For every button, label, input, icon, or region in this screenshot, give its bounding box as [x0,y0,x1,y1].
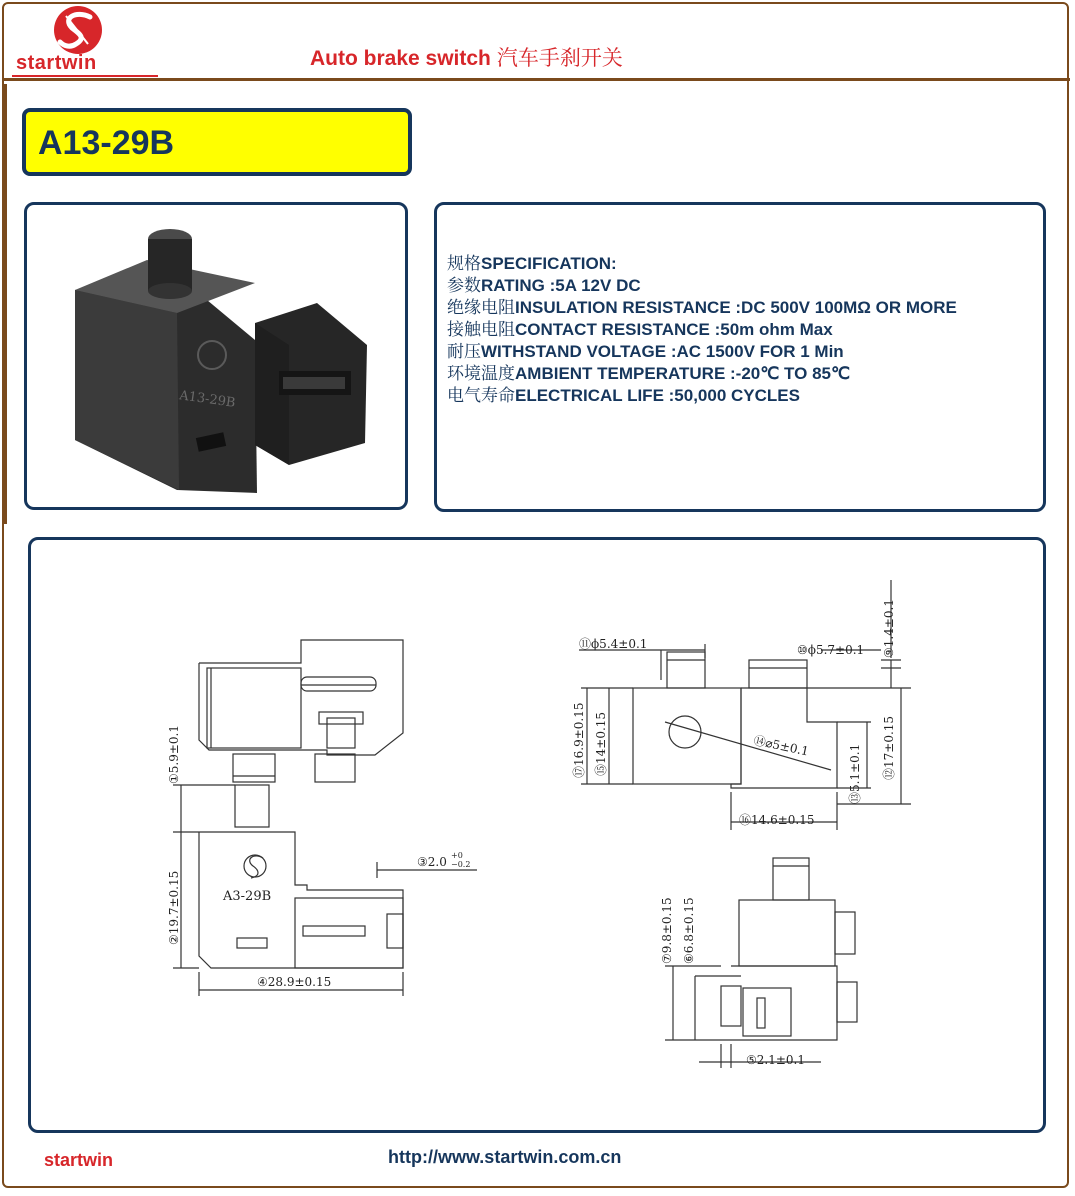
dim-3-tol-minus: −0.2 [451,860,471,869]
technical-drawing-panel [28,537,1046,1133]
side-view [633,652,837,788]
logo-underline [12,75,158,77]
dim-3-tol-plus: +0 [451,851,463,860]
left-accent-bar [4,84,7,524]
dim-16: ⑯14.6±0.15 [739,813,815,827]
spec-line-contact: 接触电阻CONTACT RESISTANCE :50m ohm Max [447,320,833,340]
dim-15: ⑮14±0.15 [594,711,608,776]
dim-11: ⑪ϕ5.4±0.1 [579,637,648,651]
dim-14: ⑭⌀5±0.1 [752,733,811,759]
model-badge [22,108,412,176]
spec-line-heading: 规格SPECIFICATION: [447,254,617,274]
dim-7: ⑦9.8±0.15 [660,897,674,964]
dim-17: ⑰16.9±0.15 [572,702,586,778]
dim-5: ⑤2.1±0.1 [746,1053,805,1067]
spec-line-life: 电气寿命ELECTRICAL LIFE :50,000 CYCLES [447,386,800,406]
spec-line-temperature: 环境温度AMBIENT TEMPERATURE :-20℃ TO 85℃ [447,364,851,384]
spec-line-insulation: 绝缘电阻INSULATION RESISTANCE :DC 500V 100MΩ OR MORE [447,298,957,318]
model-code: A13-29B [38,124,175,162]
body-marking-photo: A13-29B [178,388,237,411]
product-photo [27,205,405,507]
title-english: Auto brake switch [310,47,491,70]
dim-2: ②19.7±0.15 [167,870,181,945]
spec-line-withstand: 耐压WITHSTAND VOLTAGE :AC 1500V FOR 1 Min [447,342,844,362]
technical-drawing [31,540,1043,1130]
logo-wordmark: startwin [16,52,97,74]
title-chinese: 汽车手刹开关 [496,46,623,70]
end-view [721,858,857,1040]
header-divider [4,78,1070,81]
dim-4: ④28.9±0.15 [257,975,332,989]
body-marking-drawing: A3-29B [223,889,272,904]
dim-6: ⑥6.8±0.15 [682,897,696,964]
top-view [199,640,403,782]
dim-13: ⑬5.1±0.1 [848,743,862,804]
dim-3: ③2.0 [417,855,447,869]
dim-9: ⑨1.4±0.1 [882,599,896,658]
footer-brand: startwin [44,1150,114,1170]
front-view [199,785,403,968]
dim-1: ①5.9±0.1 [167,725,181,784]
specification-panel [434,202,1046,512]
page-title [310,42,623,72]
spec-line-rating: 参数RATING :5A 12V DC [447,276,641,296]
spec-list [447,253,957,407]
dim-10: ⑩ϕ5.7±0.1 [797,643,865,657]
product-photo-panel [24,202,408,510]
dim-12: ⑫17±0.15 [882,715,896,780]
footer-website-link[interactable]: http://www.startwin.com.cn [388,1147,622,1167]
